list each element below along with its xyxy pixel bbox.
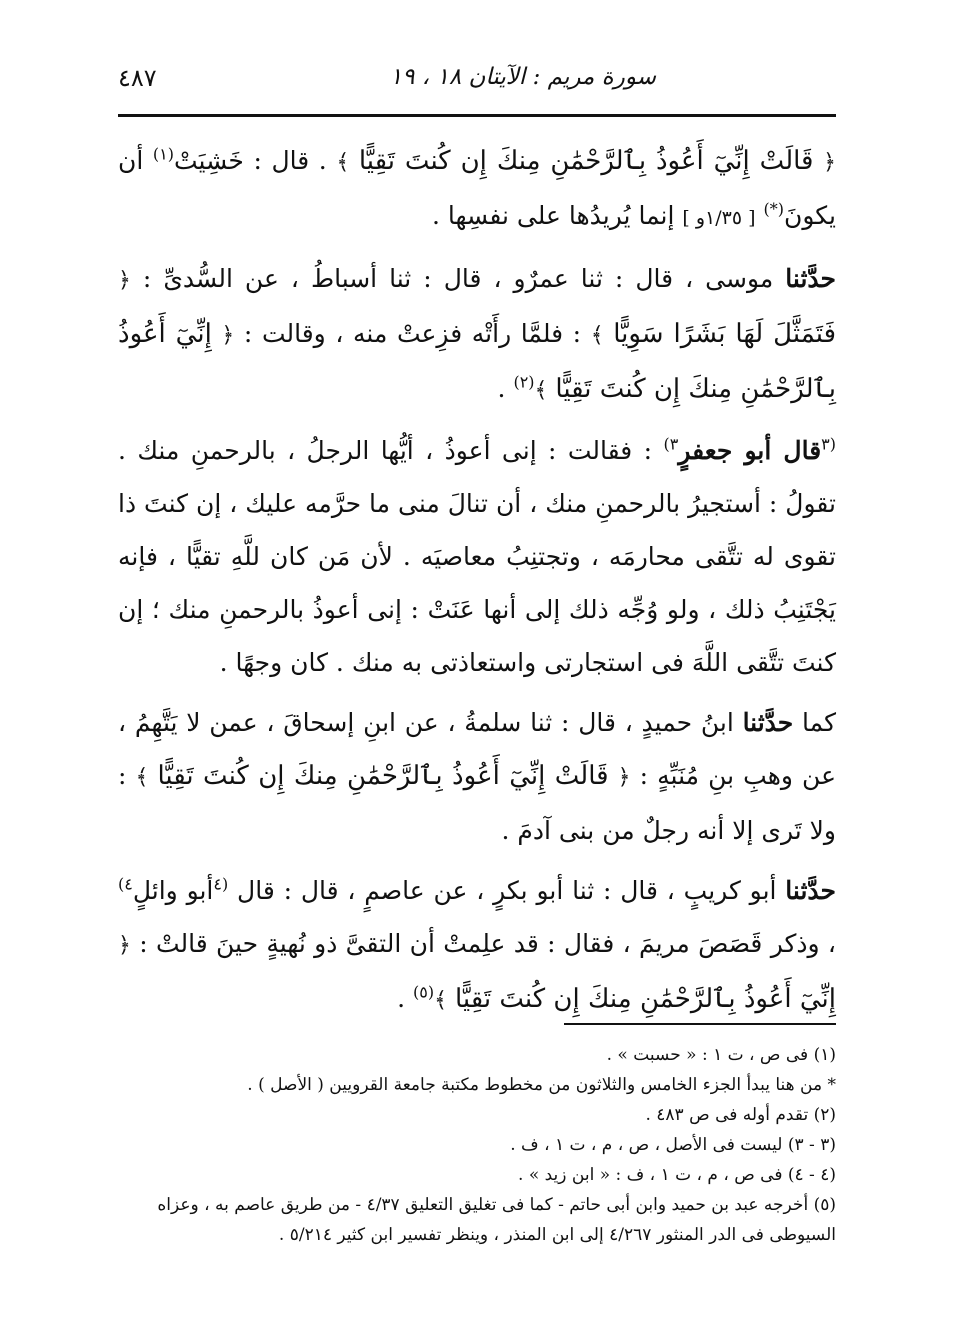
body-text: إنما يُريدُها على نفسِها .	[432, 201, 683, 230]
body-text: أبو كريبٍ ، قال : ثنا أبو بكرٍ ، عن عاصمٍ ، قال : قال	[228, 876, 786, 905]
header-rule	[118, 114, 836, 117]
footnote-ref: (٣	[821, 434, 836, 454]
footnote-2: (٢) تقدم أوله فى ص ٤٨٣ .	[645, 1105, 836, 1125]
quran-verse: فَتَمَثَّلَ لَهَا بَشَرًا سَوِيًّا	[613, 319, 836, 349]
quran-open-bracket: ﴿	[617, 765, 631, 790]
footnote-separator	[564, 1023, 836, 1025]
page-number: ٤٨٧	[118, 64, 157, 92]
quran-verse: إِنِّيٓ أَعُوذُ بِٱلرَّحْمَٰنِ مِنكَ إِن كُنتَ تَقِيًّا	[118, 319, 836, 404]
footnote-ref: ٤)	[118, 874, 133, 894]
footnote-1: (١) فى ص ، ت ١ : « حسبت » .	[606, 1045, 836, 1065]
footnote-ref: (١)	[152, 144, 174, 164]
quran-open-bracket: ﴿	[118, 933, 131, 958]
paragraph-3	[118, 424, 836, 689]
isnad-lead: حدَّثنا	[785, 876, 836, 905]
body-text: . قال : خَشِيَتْ	[174, 146, 337, 175]
manuscript-folio-marker: [ ١/٣٥و ]	[682, 207, 756, 229]
author-lead: قال أبو جعفرٍ	[678, 436, 822, 465]
body-text: أبو وائلٍ	[132, 876, 214, 905]
isnad-lead: حدَّثنا	[785, 264, 836, 293]
footnote-star: * من هنا يبدأ الجزء الخامس والثلاثون من مخطوط مكتبة جامعة القرويين ( الأصل ) .	[247, 1075, 836, 1095]
quran-close-bracket: ﴾	[336, 150, 350, 175]
footnote-ref: ٣)	[663, 434, 679, 454]
body-text: .	[397, 984, 414, 1013]
paragraph-5	[118, 864, 836, 1027]
footnote-ref: (٢)	[513, 372, 535, 392]
footnote-4: (٤ - ٤) فى ص ، م ، ت ١ ، ف : « ابن زيد » .	[518, 1165, 836, 1185]
quran-verse: قَالَتْ إِنِّيٓ أَعُوذُ بِٱلرَّحْمَٰنِ مِنكَ إِن كُنتَ تَقِيًّا	[157, 761, 609, 791]
quran-close-bracket: ﴾	[534, 378, 548, 403]
footnote-ref: (*)	[763, 199, 784, 219]
footnotes	[118, 1040, 836, 1250]
quran-open-bracket: ﴿	[118, 268, 131, 293]
quran-close-bracket: ﴾	[135, 765, 149, 790]
footnote-3: (٣ - ٣) ليست فى الأصل ، ص ، م ، ت ١ ، ف .	[510, 1135, 836, 1155]
body-text: كما	[793, 708, 836, 737]
body-text: : فلمَّا رأَتْه فزِعتْ منه ، وقالت :	[234, 319, 591, 348]
quran-close-bracket: ﴾	[434, 988, 448, 1013]
quran-verse: قَالَتْ إِنِّيٓ أَعُوذُ بِٱلرَّحْمَٰنِ مِنكَ إِن كُنتَ تَقِيًّا	[358, 146, 814, 176]
body-text: موسى ، قال : ثنا عمرٌو ، قال : ثنا أسباطُ ، عن السُّدىِّ :	[130, 264, 786, 293]
footnote-5: (٥) أخرجه عبد بن حميد وابن أبى حاتم - كما فى تغليق التعليق ٤/٣٧ - من طريق عاصم به ، وعزاه السيوطى فى الدر المنثور ٤/٢٦٧ إلى ابن المنذر ، وينظر تفسير ابن كثير ٥/٢١٤ .	[157, 1195, 836, 1245]
quran-open-bracket: ﴿	[823, 150, 836, 175]
body-text: : فقالت : إنى أعوذُ ، أيُّها الرجلُ ، بالرحمنِ منك . تقولُ : أستجيرُ بالرحمنِ منك ، أن تنالَ منى ما حرَّمه عليك ، إن كنتَ ذا تقوى له تتَّقى محارمَه ، وتجتنِبُ معاصيَه . لأن مَن كان للَّهِ تقيًّا ، فإنه يَجْتَنِبُ ذلك ، ولو وُجِّه ذلك إلى أنها عَنَتْ : إنى أعوذُ بالرحمنِ منك ؛ إن كنتَ تتَّقى اللَّهَ فى استجارتى واستعاذتى به منك . كان وجهًا .	[118, 436, 836, 677]
body-text: ، وذكر قَصَصَ مريمَ ، فقال : قد علِمتْ أن التقىَّ ذو نُهيةٍ حينَ قالتْ :	[130, 929, 836, 958]
paragraph-2	[118, 252, 836, 417]
quran-open-bracket: ﴿	[221, 323, 235, 348]
quran-close-bracket: ﴾	[590, 323, 604, 348]
body-text: : ولا تَرى إلا أنه رجلٌ من بنى آدمَ .	[118, 761, 836, 845]
paragraph-1	[118, 134, 836, 245]
paragraph-4	[118, 696, 836, 857]
isnad-lead: حدَّثنا	[742, 708, 794, 737]
body-text: أن يكونَ	[118, 146, 836, 230]
quran-verse: إِنِّيٓ أَعُوذُ بِٱلرَّحْمَٰنِ مِنكَ إِن كُنتَ تَقِيًّا	[454, 984, 836, 1014]
body-text: ابنُ حميدٍ ، قال : ثنا سلمةُ ، عن ابنِ إسحاقَ ، عمن لا يَتَّهِمُ ، عن وهبِ بنِ مُنَبِّهٍ :	[118, 708, 836, 790]
running-title: سورة مريم : الآيتان ١٨ ، ١٩	[389, 64, 656, 90]
page-header	[118, 58, 836, 108]
main-text	[118, 134, 836, 1034]
footnote-ref: (٤	[213, 874, 229, 894]
footnote-ref: (٥)	[413, 982, 435, 1002]
body-text: .	[497, 374, 514, 403]
